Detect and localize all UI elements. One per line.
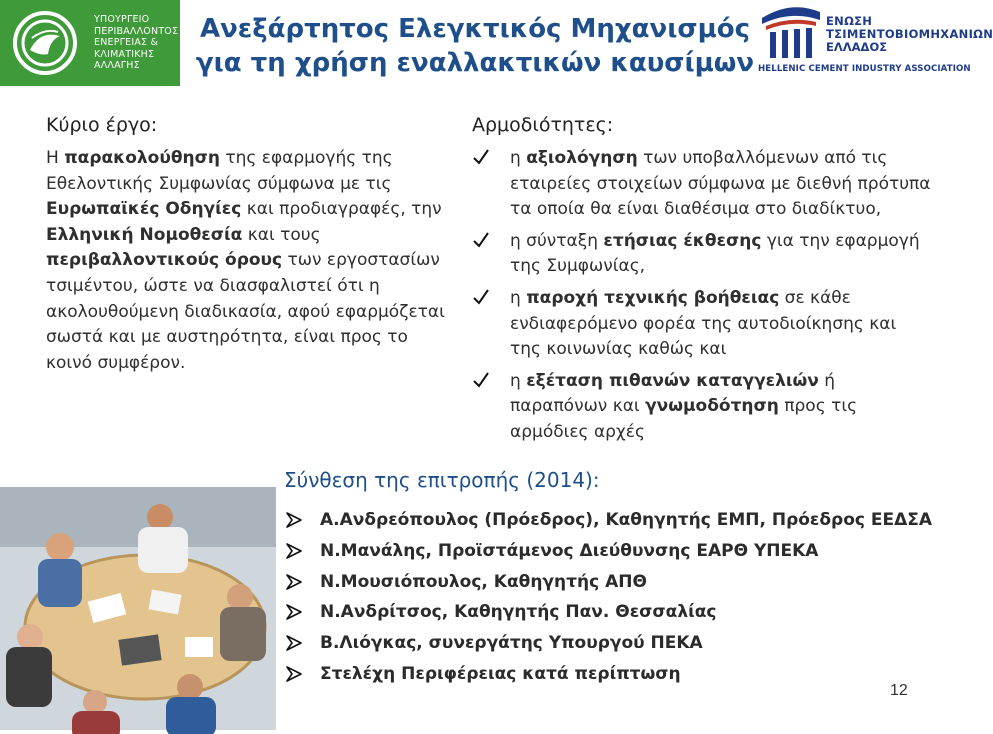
emphasis-text: γνωμοδότηση (645, 396, 779, 417)
text-segment: της εφαρμογής της Εθελοντικής Συμφωνίας σύμφωνα με τις (46, 148, 393, 194)
member-item (284, 628, 932, 659)
emphasis-text: εξέταση πιθανών καταγγελιών (526, 370, 819, 391)
emphasis-text: παροχή τεχνικής βοήθειας (526, 287, 780, 308)
member-text: Ν.Ανδρίτσος, Καθηγητής Παν. Θεσσαλίας (320, 602, 717, 623)
text-segment: η (510, 148, 527, 168)
arrowhead-bullet-icon (286, 666, 302, 682)
checkmark-icon (472, 371, 490, 389)
responsibility-item (472, 369, 932, 446)
text-segment: των υποβαλλόμενων από τις εταιρείες στοιχείων σύμφωνα με διεθνή πρότυπα τα οποία θα είναι διαθέσιμα στο διαδίκτυο, (510, 148, 931, 220)
composition-list (284, 505, 932, 690)
ministry-name (94, 14, 178, 72)
emphasis-text: περιβαλλοντικούς όρους (46, 250, 283, 271)
member-text: Α.Ανδρεόπουλος (Πρόεδρος), Καθηγητής ΕΜΠ, Πρόεδρος ΕΕΔΣΑ (320, 510, 933, 530)
ministry-name-line: ΕΝΕΡΓΕΙΑΣ & (94, 37, 159, 48)
responsibilities-heading: Αρμοδιότητες: (472, 114, 614, 136)
text-segment: και προδιαγραφές, την (241, 199, 442, 220)
text-segment: για την εφαρμογή της Συμφωνίας, (510, 230, 920, 277)
emphasis-text: παρακολούθηση (64, 148, 220, 168)
member-text: Ν.Μανάλης, Προϊστάμενος Διεύθυνσης ΕΑΡΘ ΥΠΕΚΑ (320, 540, 819, 561)
member-text: Ν.Μουσιόπουλος, Καθηγητής ΑΠΘ (320, 571, 647, 592)
arrowhead-bullet-icon (286, 512, 302, 528)
responsibility-item (472, 286, 932, 363)
checkmark-icon (472, 231, 490, 249)
text-segment: σε κάθε ενδιαφερόμενο φορέα της αυτοδιοίκησης και της κοινωνίας καθώς και (510, 287, 897, 360)
responsibility-text (510, 148, 931, 219)
member-item (284, 505, 932, 536)
text-segment: των εργοστασίων τσιμέντου, ώστε να διασφαλιστεί ότι η ακολουθούμενη διαδικασία, αφού εφαρμόζεται σωστά και με αυστηρότητα, είναι προς το κοινό συμφέρον. (46, 250, 445, 373)
responsibilities-list (472, 146, 932, 452)
emphasis-text: ετήσιας έκθεσης (603, 230, 762, 251)
emphasis-text: Ελληνική Νομοθεσία (46, 224, 243, 245)
hcia-english-name: HELLENIC CEMENT INDUSTRY ASSOCIATION (758, 64, 971, 74)
checkmark-icon (472, 148, 490, 166)
member-item (284, 597, 932, 628)
member-text: Β.Λιόγκας, συνεργάτης Υπουργού ΠΕΚΑ (320, 633, 703, 654)
member-item (284, 536, 932, 567)
responsibility-text (510, 231, 920, 277)
meeting-photo (0, 487, 276, 730)
member-item (284, 567, 932, 598)
ministry-name-line: ΚΛΙΜΑΤΙΚΗΣ (94, 48, 155, 60)
responsibility-item (472, 229, 932, 280)
emphasis-text: αξιολόγηση (526, 148, 638, 168)
page-title (190, 12, 760, 80)
member-item (284, 659, 932, 690)
arrowhead-bullet-icon (286, 574, 302, 590)
responsibility-text (510, 288, 896, 359)
meeting-table-illustration (0, 487, 276, 730)
arrowhead-bullet-icon (286, 604, 302, 620)
arrowhead-bullet-icon (286, 635, 302, 651)
title-line-2: για τη χρήση εναλλακτικών καυσίμων (195, 48, 755, 78)
arrowhead-bullet-icon (286, 543, 302, 559)
emphasis-text: Ευρωπαϊκές Οδηγίες (46, 199, 242, 220)
title-line-1: Ανεξάρτητος Ελεγκτικός Μηχανισμός (199, 14, 751, 44)
main-work-heading: Κύριο έργο: (46, 114, 158, 136)
text-segment: Η (46, 148, 65, 168)
hcia-name-line: ΕΛΛΑΔΟΣ (826, 40, 888, 54)
text-segment: και τους (242, 224, 321, 245)
checkmark-icon (472, 288, 490, 306)
page-number: 12 (890, 682, 908, 699)
hcia-name-line: ΤΣΙΜΕΝΤΟΒΙΟΜΗΧΑΝΙΩΝ (826, 27, 993, 41)
responsibility-item (472, 146, 932, 223)
member-text: Στελέχη Περιφέρειας κατά περίπτωση (320, 663, 681, 684)
ministry-name-line: ΥΠΟΥΡΓΕΙΟ (94, 14, 150, 25)
ministry-name-line: ΑΛΛΑΓΗΣ (94, 60, 140, 71)
main-work-text (46, 146, 446, 376)
hcia-logo (752, 0, 993, 84)
text-segment: η σύνταξη (510, 230, 604, 251)
composition-heading: Σύνθεση της επιτροπής (2014): (284, 468, 600, 492)
text-segment: ή παραπόνων και (510, 370, 836, 417)
text-segment: η (510, 370, 527, 391)
ministry-logo (0, 0, 180, 86)
text-segment: προς τις αρμόδιες αρχές (510, 396, 858, 442)
hcia-name-line: ΕΝΩΣΗ (826, 14, 873, 28)
text-segment: η (510, 287, 527, 308)
column-emblem-icon (756, 2, 826, 64)
ministry-emblem-icon (10, 10, 80, 76)
ministry-name-line: ΠΕΡΙΒΑΛΛΟΝΤΟΣ (94, 25, 179, 37)
responsibility-text (510, 371, 857, 442)
